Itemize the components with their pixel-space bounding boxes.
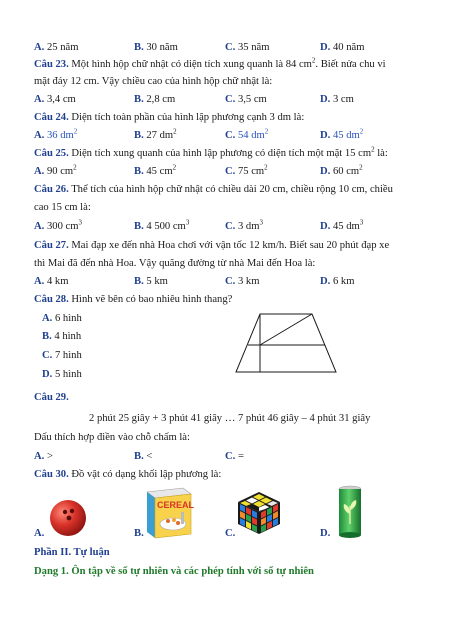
q23-option-a: A. 3,4 cm	[34, 94, 76, 105]
q26-option-c: C. 3 $dm^3$	[225, 218, 263, 232]
q27-option-d: D. 6 km	[320, 276, 355, 287]
cereal-box-label: CEREAL	[157, 500, 195, 510]
trapezoid-diagonal	[260, 314, 312, 345]
q23-option-c: C. 3,5 cm	[225, 94, 267, 105]
q23-text-line2: mặt đáy 12 cm. Vậy chiều cao của hình hộp chữ nhật là:	[34, 76, 273, 87]
q25-option-a: A. 90 $cm^2$	[34, 163, 77, 177]
q24-option-d: D. 45 $dm^2$	[320, 127, 364, 141]
q28-option-a: A. 6 hình	[42, 313, 82, 324]
q22-option-d: D. 40 năm	[320, 42, 365, 53]
trapezoid-outline	[236, 314, 336, 372]
q26-text-line2: cao 15 cm là:	[34, 202, 91, 213]
q27-text-line2: thì Mai đã đến nhà Hoa. Vậy quãng đường từ nhà Mai đến Hoa là:	[34, 258, 316, 269]
q26-option-b: B. 4 500 $cm^3$	[134, 218, 190, 232]
q29-option-c: C. =	[225, 451, 244, 462]
q23-text: Câu 23. Một hình hộp chữ nhật có diện tích xung quanh là 84 $cm^2$. Biết nửa chu vi	[34, 56, 386, 70]
q23-option-b: B. 2,8 cm	[134, 94, 176, 105]
q28-option-b: B. 4 hình	[42, 331, 82, 342]
q27-option-b: B. 5 km	[134, 276, 168, 287]
q26-text: Câu 26. Thể tích của hình hộp chữ nhật có chiều dài 20 cm, chiều rộng 10 cm, chiều	[34, 184, 393, 195]
q24-option-c: C. 54 $dm^2$	[225, 127, 269, 141]
q30-option-c: C.	[225, 528, 236, 539]
q25-option-b: B. 45 $cm^2$	[134, 163, 177, 177]
q29-option-b: B. <	[134, 451, 153, 462]
q29-option-a: A. >	[34, 451, 53, 462]
q30-option-d: D.	[320, 528, 331, 539]
q27-option-a: A. 4 km	[34, 276, 69, 287]
q24-option-b: B. 27 $dm^2$	[134, 127, 177, 141]
cereal-box-icon	[143, 486, 195, 540]
q22-option-c: C. 35 năm	[225, 42, 270, 53]
q30-option-a: A.	[34, 528, 45, 539]
q22-option-b: B. 30 năm	[134, 42, 178, 53]
q29-prompt: Dấu thích hợp điền vào chỗ chấm là:	[34, 432, 190, 443]
q28-option-c: C. 7 hình	[42, 350, 82, 361]
q30-text: Câu 30. Đồ vật có dạng khối lập phương là:	[34, 469, 222, 480]
q28-text: Câu 28. Hình vẽ bên có bao nhiêu hình thang?	[34, 294, 233, 305]
rubiks-cube-icon	[236, 490, 282, 536]
q25-option-d: D. 60 $cm^2$	[320, 163, 363, 177]
q26-option-d: D. 45 $dm^3$	[320, 218, 364, 232]
q29-label: Câu 29.	[34, 392, 69, 403]
q22-option-a: A. 25 năm	[34, 42, 79, 53]
bowling-ball-icon	[48, 498, 88, 538]
q24-text: Câu 24. Diện tích toàn phần của hình lập phương cạnh 3 dm là:	[34, 112, 305, 123]
part2-heading: Phần II. Tự luận	[34, 547, 110, 558]
q30-option-b: B.	[134, 528, 144, 539]
q27-option-c: C. 3 km	[225, 276, 260, 287]
q28-option-d: D. 5 hình	[42, 369, 82, 380]
q27-text: Câu 27. Mai đạp xe đến nhà Hoa chơi với vận tốc 12 km/h. Biết sau 20 phút đạp xe	[34, 240, 390, 251]
q24-option-a: A. 36 $dm^2$	[34, 127, 78, 141]
q25-option-c: C. 75 $cm^2$	[225, 163, 268, 177]
section1-heading: Dạng 1. Ôn tập về số tự nhiên và các phép tính với số tự nhiên	[34, 566, 314, 577]
q25-text: Câu 25. Diện tích xung quanh của hình lập phương có diện tích một mặt 15 $cm^2$ là:	[34, 145, 388, 159]
q26-option-a: A. 300 $cm^3$	[34, 218, 82, 232]
q23-option-d: D. 3 cm	[320, 94, 354, 105]
q29-expression: 2 phút 25 giây + 3 phút 41 giây … 7 phút 46 giây – 4 phút 31 giây	[89, 413, 371, 424]
trapezoid-figure	[234, 312, 338, 374]
soda-can-icon	[335, 484, 365, 540]
